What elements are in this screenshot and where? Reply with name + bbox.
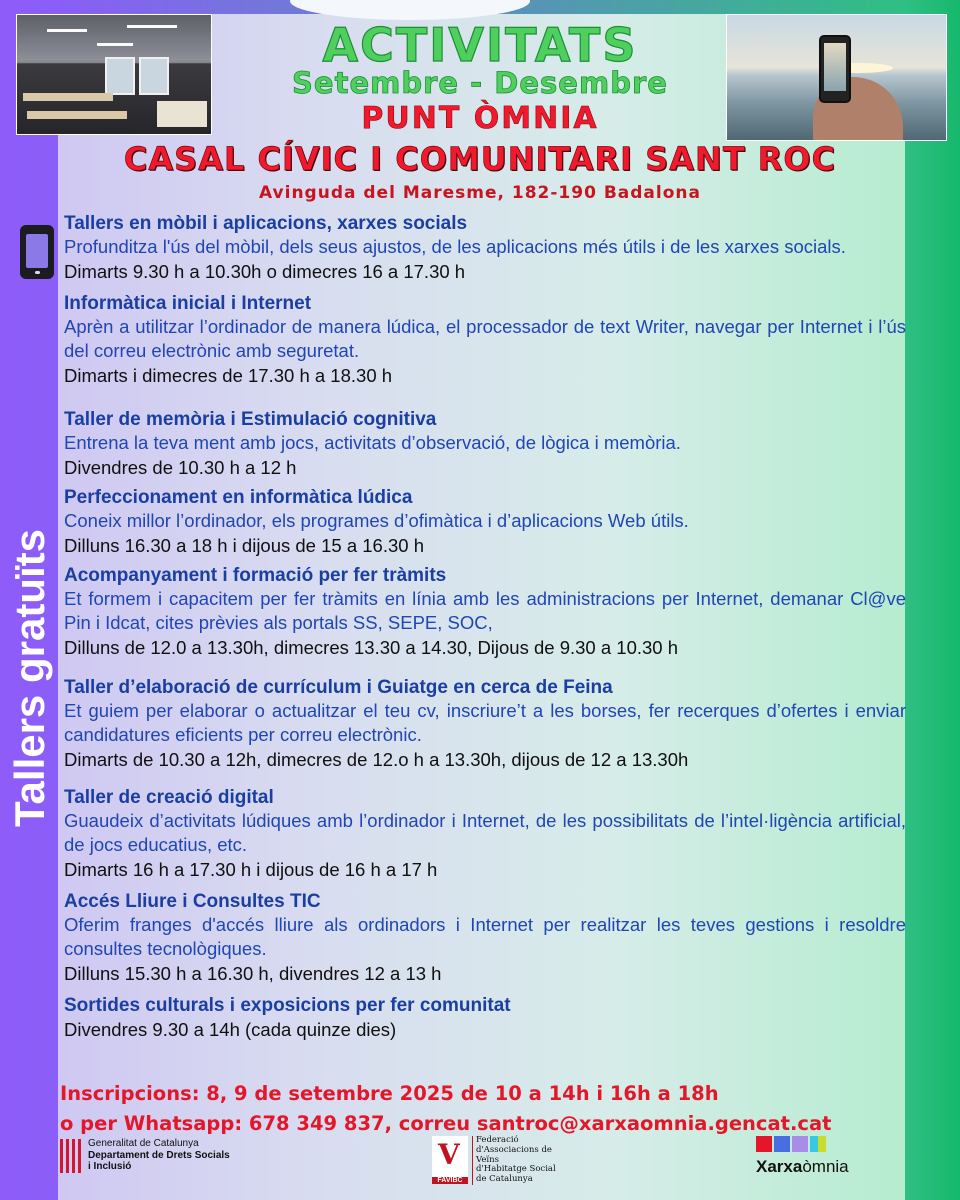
favibc-acronym: FAVIBC: [432, 1177, 468, 1184]
logo-square: [818, 1136, 826, 1152]
logo-square: [774, 1136, 790, 1152]
gencat-line-2: Departament de Drets Socials: [88, 1149, 230, 1161]
activity-item: [64, 408, 906, 480]
logo-square: [792, 1136, 808, 1152]
venue-address: Avinguda del Maresme, 182-190 Badalona: [259, 183, 701, 203]
activity-item: [64, 486, 906, 558]
poster-title: ACTIVITATS: [322, 18, 638, 72]
activity-description: Profunditza l'ús del mòbil, dels seus ajustos, de les aplicacions més útils i de les xarxes socials.: [64, 236, 846, 257]
activity-description: Oferim franges d'accés lliure als ordinadors i Internet per realitzar les teves gestions i resoldre consultes tecnològiques.: [64, 914, 906, 959]
activity-item: [64, 292, 906, 388]
activity-item: [64, 786, 906, 882]
activity-item: [64, 564, 906, 660]
favibc-line-2: d'Associacions de Veïns: [476, 1144, 552, 1165]
senyera-icon: [60, 1139, 82, 1173]
activity-description: Guaudeix d’activitats lúdiques amb l’ordinador i Internet, de les possibilitats de l’intel·ligència artificial, de jocs educatius, etc.: [64, 810, 906, 855]
generalitat-logo: [60, 1136, 255, 1186]
activity-schedule: Dimarts 16 h a 17.30 h i dijous de 16 h a 17 h: [64, 859, 438, 880]
xarxa-word: Xarxa: [756, 1157, 803, 1176]
activity-schedule: Dimarts de 10.30 a 12h, dimecres de 12.o h a 13.30h, dijous de 12 a 13.30h: [64, 749, 689, 770]
activity-item: [64, 890, 906, 986]
activity-description: Aprèn a utilitzar l’ordinador de manera lúdica, el processador de text Writer, navegar per Internet i l’ús del correu electrònic amb seguretat.: [64, 316, 906, 361]
activity-schedule: Dimarts i dimecres de 17.30 h a 18.30 h: [64, 365, 393, 386]
activity-item: [64, 676, 906, 772]
activity-title: Taller d’elaboració de currículum i Guiatge en cerca de Feina: [64, 677, 613, 698]
activity-description: Entrena la teva ment amb jocs, activitats d’observació, de lògica i memòria.: [64, 432, 681, 453]
activity-schedule: Divendres 9.30 a 14h (cada quinze dies): [64, 1019, 397, 1040]
activity-title: Taller de creació digital: [64, 787, 274, 808]
program-name: PUNT ÒMNIA: [361, 101, 599, 136]
activity-title: Perfeccionament en informàtica lúdica: [64, 487, 413, 508]
activity-description: Et formem i capacitem per fer tràmits en línia amb les administracions per Internet, demanar Cl@ve Pin i Idcat, cites prèvies als portals SS, SEPE, SOC,: [64, 588, 906, 633]
favibc-logo: [432, 1136, 574, 1186]
registration-dates: Inscripcions: 8, 9 de setembre 2025 de 10 a 14h i 16h a 18h: [60, 1082, 719, 1105]
poster-period: Setembre - Desembre: [292, 66, 668, 100]
activity-item: [64, 994, 906, 1042]
activity-title: Sortides culturals i exposicions per fer comunitat: [64, 995, 511, 1016]
gencat-line-1: Generalitat de Catalunya: [88, 1138, 199, 1149]
activity-description: Et guiem per elaborar o actualitzar el teu cv, inscriure’t a les borses, fer recerques d’ofertes i enviar candidatures eficients per correu electrònic.: [64, 700, 906, 745]
omnia-word: òmnia: [802, 1157, 849, 1176]
gencat-line-3: i Inclusió: [88, 1161, 132, 1172]
xarxa-omnia-logo: [756, 1136, 896, 1180]
activity-schedule: Dilluns 15.30 h a 16.30 h, divendres 12 a 13 h: [64, 963, 442, 984]
smartphone-icon: [20, 225, 54, 279]
favibc-line-4: de Catalunya: [476, 1174, 533, 1185]
activities-list: [64, 212, 906, 1042]
venue-name: CASAL CÍVIC I COMUNITARI SANT ROC: [123, 140, 837, 178]
activity-title: Accés Lliure i Consultes TIC: [64, 891, 321, 912]
favibc-mark-icon: V FAVIBC: [432, 1136, 468, 1184]
activity-title: Tallers en mòbil i aplicacions, xarxes socials: [64, 213, 468, 234]
activity-schedule: Dilluns 16.30 a 18 h i dijous de 15 a 16.30 h: [64, 535, 424, 556]
logo-square: [756, 1136, 772, 1152]
favibc-line-1: Federació: [476, 1135, 519, 1145]
favibc-line-3: d'Habitatge Social: [476, 1164, 556, 1175]
activity-title: Taller de memòria i Estimulació cognitiva: [64, 409, 437, 430]
activity-schedule: Dilluns de 12.0 a 13.30h, dimecres 13.30 a 14.30, Dijous de 9.30 a 10.30 h: [64, 637, 679, 658]
activity-schedule: Dimarts 9.30 h a 10.30h o dimecres 16 a 17.30 h: [64, 261, 466, 282]
activity-item: [64, 212, 906, 284]
activity-description: Coneix millor l’ordinador, els programes d’ofimàtica i d’aplicacions Web útils.: [64, 510, 689, 531]
registration-contact: o per Whatsapp: 678 349 837, correu santroc@xarxaomnia.gencat.cat: [60, 1112, 832, 1135]
activity-title: Informàtica inicial i Internet: [64, 293, 312, 314]
activity-schedule: Divendres de 10.30 h a 12 h: [64, 457, 297, 478]
activity-title: Acompanyament i formació per fer tràmits: [64, 565, 447, 586]
side-label: Tallers gratuïts: [6, 529, 53, 827]
